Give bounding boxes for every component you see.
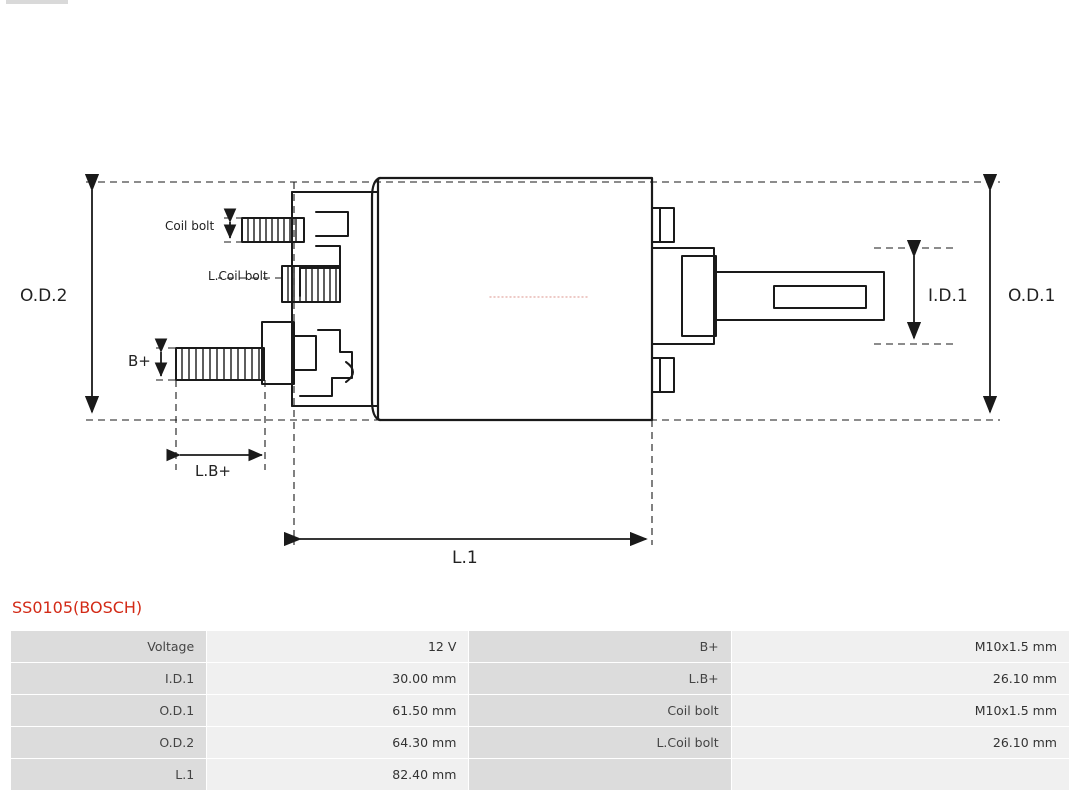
table-row	[11, 631, 1070, 663]
dimension-label-od2: O.D.2	[20, 286, 68, 306]
table-row	[11, 663, 1070, 695]
spec-key: O.D.1	[11, 695, 207, 727]
dimension-label-l-coil-bolt: L.Coil bolt	[208, 269, 268, 283]
spec-value: M10x1.5 mm	[731, 695, 1069, 727]
spec-value: 26.10 mm	[731, 663, 1069, 695]
spec-key: Voltage	[11, 631, 207, 663]
spec-key: L.Coil bolt	[469, 727, 731, 759]
spec-key: Coil bolt	[469, 695, 731, 727]
spec-key: L.1	[11, 759, 207, 791]
spec-value: 82.40 mm	[207, 759, 469, 791]
spec-value-empty	[731, 759, 1069, 791]
spec-key: B+	[469, 631, 731, 663]
part-title: SS0105(BOSCH)	[12, 598, 143, 617]
table-row	[11, 759, 1070, 791]
spec-key: I.D.1	[11, 663, 207, 695]
spec-key: L.B+	[469, 663, 731, 695]
spec-value: 61.50 mm	[207, 695, 469, 727]
dimension-label-lbplus: L.B+	[195, 462, 231, 480]
spec-key-empty	[469, 759, 731, 791]
dimension-label-id1: I.D.1	[928, 286, 968, 306]
spec-value: 12 V	[207, 631, 469, 663]
dimension-label-l1: L.1	[452, 548, 478, 568]
spec-value: 64.30 mm	[207, 727, 469, 759]
dimension-label-coil-bolt: Coil bolt	[165, 219, 215, 233]
specification-table	[10, 630, 1070, 791]
table-row	[11, 695, 1070, 727]
spec-value: 30.00 mm	[207, 663, 469, 695]
dimension-label-bplus: B+	[128, 352, 151, 370]
spec-key: O.D.2	[11, 727, 207, 759]
spec-value: M10x1.5 mm	[731, 631, 1069, 663]
spec-value: 26.10 mm	[731, 727, 1069, 759]
table-row	[11, 727, 1070, 759]
dimension-label-od1: O.D.1	[1008, 286, 1056, 306]
